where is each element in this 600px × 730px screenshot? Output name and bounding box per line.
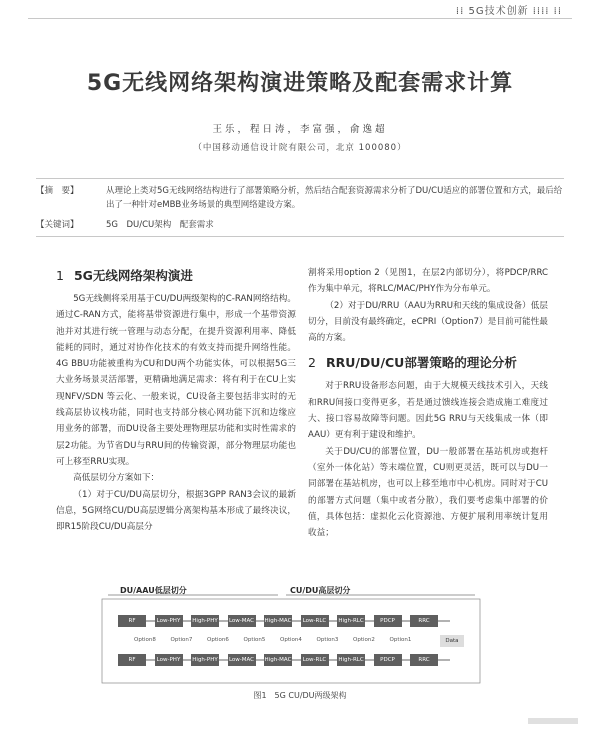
figure-block: PDCP xyxy=(374,615,402,627)
figure-option-label: Option4 xyxy=(280,637,302,643)
abstract-block xyxy=(36,184,564,214)
author-list: 王乐，程日涛，李富强，俞逸超 xyxy=(212,124,388,135)
section-2-number: 2 xyxy=(308,355,316,371)
figure-option-label: Option8 xyxy=(134,637,156,643)
figure-option-label: Option7 xyxy=(170,637,193,643)
figure-block: PDCP xyxy=(374,654,402,666)
abstract-bottom-rule xyxy=(36,236,564,237)
paragraph: 对于RRU设备形态问题，由于大规模天线技术引入，天线和RRU间接口变得更多，若是通过馈线连接会造成施工难度过大、接口容易故障等问题。因此5G RRU与天线集成一体（即AAU）更有利于建设和维护。 xyxy=(308,381,548,441)
figure-option-label: Option3 xyxy=(316,637,339,643)
section-2-heading xyxy=(308,354,548,372)
section-2-title: RRU/DU/CU部署策略的理论分析 xyxy=(325,355,517,371)
keywords-text: 5G DU/CU架构 配套需求 xyxy=(106,220,214,230)
keywords-block xyxy=(36,218,564,232)
header-rule xyxy=(28,18,572,19)
affiliation: （中国移动通信设计院有限公司，北京 100080） xyxy=(193,143,407,153)
figure-block: Low-RLC xyxy=(301,615,329,627)
column-right xyxy=(308,265,548,541)
figure-diagram xyxy=(100,585,482,685)
figure-cu-du-architecture xyxy=(100,585,482,685)
section-1-number: 1 xyxy=(56,268,64,283)
figure-label-low-split: DU/AAU低层切分 xyxy=(120,586,187,595)
figure-option-label: Option1 xyxy=(389,637,412,643)
figure-block: Low-PHY xyxy=(155,654,183,666)
figure-block: Low-RLC xyxy=(301,654,329,666)
keywords-label: 【关键词】 xyxy=(36,220,79,230)
column-left xyxy=(56,265,296,535)
figure-block: High-PHY xyxy=(191,615,219,627)
figure-option-label: Option6 xyxy=(207,637,229,643)
abstract-top-rule xyxy=(36,178,564,179)
data-box: Data xyxy=(440,635,464,647)
figure-block: High-MAC xyxy=(264,615,292,627)
abstract-label: 【摘 要】 xyxy=(36,186,79,196)
figure-block: High-MAC xyxy=(264,654,292,666)
paper-title: 5G无线网络架构演进策略及配套需求计算 xyxy=(86,71,514,96)
scan-artifact xyxy=(528,718,578,724)
figure-label-high-split: CU/DU高层切分 xyxy=(290,586,351,595)
figure-block: RF xyxy=(118,654,146,666)
figure-option-label: Option2 xyxy=(353,637,375,643)
figure-block: Low-MAC xyxy=(228,615,256,627)
figure-caption: 图1 5G CU/DU两级架构 xyxy=(253,691,347,700)
figure-block: High-PHY xyxy=(191,654,219,666)
section-1-heading xyxy=(56,267,296,285)
figure-block: RRC xyxy=(410,615,438,627)
figure-block: RRC xyxy=(410,654,438,666)
paragraph: 高低层切分方案如下： xyxy=(73,473,160,484)
paragraph: 割将采用option 2（见图1，在层2内部切分），将PDCP/RRC作为集中单元，将RLC/MAC/PHY作为分布单元。 xyxy=(308,268,548,295)
section-1-title: 5G无线网络架构演进 xyxy=(73,268,193,283)
paragraph: （2）对于DU/RRU（AAU为RRU和天线的集成设备）低层切分，目前没有最终确定，eCPRI（Option7）是目前可能性最高的方案。 xyxy=(308,300,548,344)
figure-block: Low-PHY xyxy=(155,615,183,627)
abstract-text: 从理论上类对5G无线网络结构进行了部署策略分析，然后结合配套资源需求分析了DU/CU适应的部署位置和方式，最后给出了一种针对eMBB业务场景的典型网络建设方案。 xyxy=(106,186,563,210)
journal-column-tag: ⁞⁞ 5G技术创新 ⁞⁞⁞⁞ ⁞⁞ xyxy=(455,6,562,17)
paragraph: 5G无线侧将采用基于CU/DU两级架构的C-RAN网络结构。通过C-RAN方式，能将基带资源进行集中，形成一个基带资源池并对其进行统一管理与动态分配，在提升资源利用率、降低能耗的同时，通过对协作化技术的有效支持而提升网络性能。4G BBU功能被重构为CU和DU两个功能实体，可以根据5G三大业务场景灵活部署，更精确地满足需求：将有利于在CU上实现NFV/SDN 等云化、一般来说，CU设备主要包括非实时的无线高层协议栈功能，同时也支持部分核心网功能下沉和边缘应用业务的部署，而DU设备主要处理物理层功能和实时性需求的层2功能。为节省DU与RRU间的传输资源，部分物理层功能也可上移至RRU实现。 xyxy=(56,294,296,467)
paragraph: 关于DU/CU的部署位置，DU一般部署在基站机房或抱杆（室外一体化站）等末端位置，CU则更灵活，既可以与DU一同部署在基站机房，也可以上移至地市中心机房。同时对于CU的部署方式问题（集中或者分散），我们要考虑集中部署的价值，具体包括：虚拟化云化资源池、方便扩展利用率统计复用收益； xyxy=(308,446,548,539)
paragraph: （1）对于CU/DU高层切分，根据3GPP RAN3会议的最新信息，5G网络CU/DU高层逻辑分离架构基本形成了最终决议，即R15阶段CU/DU高层分 xyxy=(56,489,296,533)
figure-block: High-RLC xyxy=(337,615,365,627)
figure-block: RF xyxy=(118,615,146,627)
figure-option-label: Option5 xyxy=(243,637,266,643)
figure-block: High-RLC xyxy=(337,654,365,666)
figure-block: Low-MAC xyxy=(228,654,256,666)
